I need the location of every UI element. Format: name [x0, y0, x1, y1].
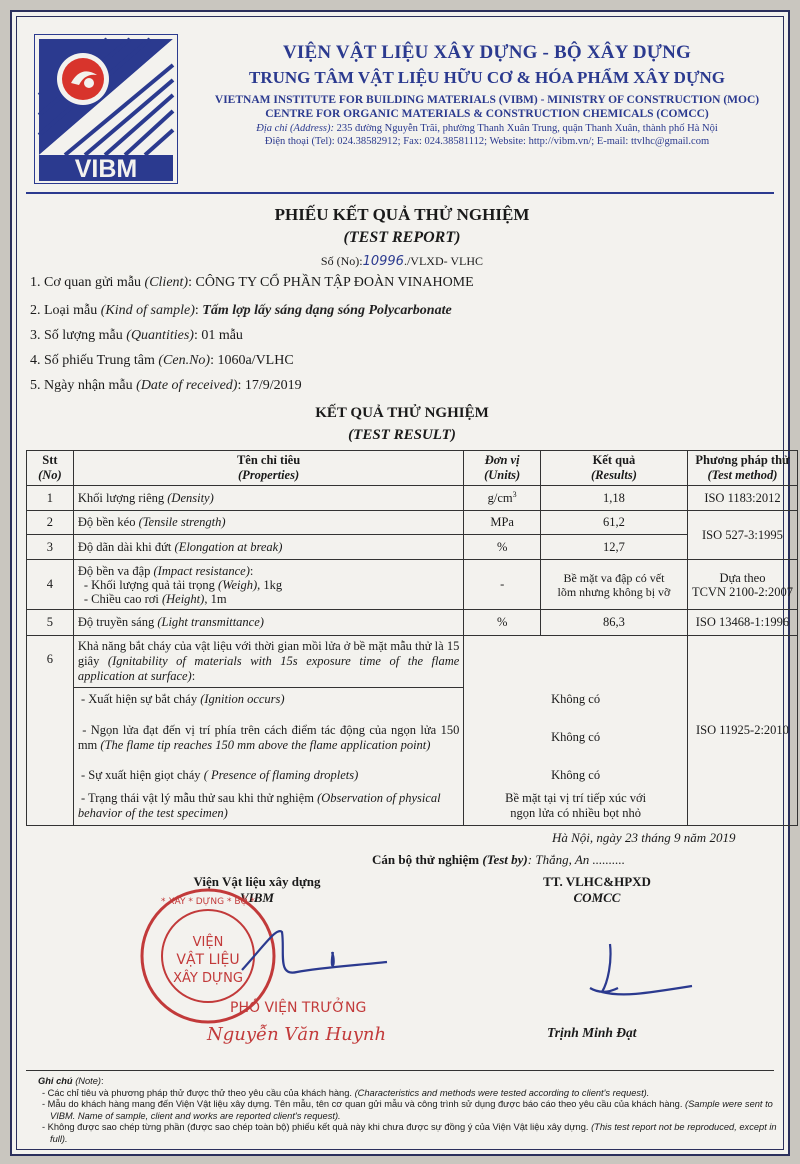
signatory-comcc: TT. VLHC&HPXD COMCC [543, 874, 651, 905]
deputy-signature-icon [237, 922, 417, 992]
head-signature-icon [582, 942, 702, 1002]
stamp-line-1: VIỆN [192, 935, 224, 950]
org-contact: Điện thoại (Tel): 024.38582912; Fax: 024.38581112; Website: http://vibm.vn/; E-mail: ttvlhc@gmail.com [264, 136, 710, 147]
signatory-vibm: Viện Vật liệu xây dựng VIBM [193, 874, 321, 905]
table-row: 1 Khối lượng riêng (Density) $g/cm^3$ 1,18 ISO 1183:2012 [27, 486, 798, 511]
note-item: - Mẫu do khách hàng mang đến Viện Vật liệu xây dựng. Tên mẫu, tên cơ quan gửi mẫu và công trình sử dụng được báo cáo theo yêu cầu của khách hàng. (Sample were sent to VIBM. Name of sample, client and works are reported client's request). [42, 1099, 773, 1121]
note-item: - Các chỉ tiêu và phương pháp thử được thử theo yêu cầu của khách hàng. (Characteristics and methods were tested according to client's request). [42, 1087, 650, 1098]
table-row: 2 Độ bền kéo (Tensile strength) MPa 61,2 ISO 527-3:1995 [27, 511, 798, 535]
col-header-units: Đơn vị (Units) [464, 451, 541, 486]
col-header-results: Kết quả (Results) [540, 451, 687, 486]
result-cell: 1,18 [540, 486, 687, 511]
unit-cell: - [464, 560, 541, 610]
info-centre-no: 4. Số phiếu Trung tâm (Cen.No): 1060a/VLHC [30, 353, 294, 368]
org-address: Địa chỉ (Address): 235 đường Nguyễn Trãi, phường Thanh Xuân Trung, quận Thanh Xuân, thành phố Hà Nội [256, 123, 718, 134]
table-row: 6 Khả năng bắt cháy của vật liệu với thời gian mồi lửa ở bề mặt mẫu thử là 15 giây (Ignitability of materials with 15s exposure time of the flame application at surface): ISO 11925-2:2010 [27, 636, 798, 688]
logo-text: VIBM [74, 155, 138, 183]
results-header-row [27, 451, 798, 486]
method-cell: ISO 11925-2:2010 [687, 636, 797, 826]
sub-flame-tip: - Ngọn lửa đạt đến vị trí phía trên cách điểm tác động của ngọn lửa 150 mm (The flame tip reaches 150 mm above the flame application point) [73, 712, 464, 764]
result-cell: Bề mặt tại vị trí tiếp xúc với ngọn lửa có nhiều bọt nhỏ [464, 788, 688, 826]
note-item: - Không được sao chép từng phần (được sao chép toàn bộ) phiếu kết quả này khi chưa được sự đồng ý của Viện Vật liệu xây dựng. (This test report not be reproduced, except in full). [42, 1122, 777, 1144]
comcc-signatory-name: Trịnh Minh Đạt [547, 1025, 637, 1040]
property-density: Khối lượng riêng (Density) [73, 486, 464, 511]
centre-name-en: CENTRE FOR ORGANIC MATERIALS & CONSTRUCTION CHEMICALS (COMCC) [265, 108, 709, 120]
deputy-director-title: PHÓ VIỆN TRƯỞNG [230, 1000, 367, 1016]
property-tensile: Độ bền kéo (Tensile strength) [73, 511, 464, 535]
sub-ignition: - Xuất hiện sự bắt cháy (Ignition occurs) [73, 688, 464, 712]
result-cell: 12,7 [540, 535, 687, 560]
result-cell: Không có [464, 688, 688, 712]
col-header-no: Stt (No) [27, 451, 74, 486]
property-ignitability: Khả năng bắt cháy của vật liệu với thời gian mồi lửa ở bề mặt mẫu thử là 15 giây (Ignitability of materials with 15s exposure time of the flame application at surface): [73, 636, 464, 688]
method-cell: Dựa theo TCVN 2100-2:2007 [687, 560, 797, 610]
property-impact: Độ bền va đập (Impact resistance): - Khối lượng quả tải trọng (Weigh), 1kg - Chiều cao rơi (Height), 1m [73, 560, 464, 610]
unit-cell: % [464, 535, 541, 560]
report-date: Hà Nội, ngày 23 tháng 9 năm 2019 [552, 830, 736, 845]
stamp-ring-text: * XÂY * DỰNG * BỘ * [161, 897, 255, 907]
results-table [26, 450, 798, 826]
notes-heading: Ghi chú (Note): [38, 1076, 104, 1086]
results-title-en: (TEST RESULT) [348, 427, 456, 443]
notes-section [38, 1076, 778, 1146]
report-title-vi: PHIẾU KẾT QUẢ THỬ NGHIỆM [274, 205, 530, 224]
info-sample-kind: 2. Loại mẫu (Kind of sample): Tấm lợp lấy sáng dạng sóng Polycarbonate [30, 303, 452, 318]
table-row [27, 688, 798, 712]
result-cell: Không có [464, 764, 688, 788]
unit-cell: MPa [464, 511, 541, 535]
info-quantities: 3. Số lượng mẫu (Quantities): 01 mẫu [30, 328, 243, 343]
results-title-vi: KẾT QUẢ THỬ NGHIỆM [315, 405, 489, 421]
table-row: 4 Độ bền va đập (Impact resistance): - Khối lượng quả tải trọng (Weigh), 1kg - Chiều cao rơi (Height), 1m - Bề mặt va đập có vết lõm nhưng không bị vỡ Dựa theo TCVN 2100-2:2007 [27, 560, 798, 610]
col-header-properties: Tên chỉ tiêu (Properties) [73, 451, 464, 486]
result-cell: 61,2 [540, 511, 687, 535]
table-row: 5 Độ truyền sáng (Light transmittance) % 86,3 ISO 13468-1:1996 [27, 610, 798, 636]
col-header-method: Phương pháp thử (Test method) [687, 451, 797, 486]
vibm-logo [34, 34, 178, 184]
header-divider [26, 192, 774, 194]
report-number-handwritten: 10996 [362, 254, 404, 269]
report-number: Số (No):10996./VLXD- VLHC [320, 254, 484, 269]
deputy-director-name: Nguyễn Văn Huynh [207, 1024, 387, 1045]
stamp-line-3: XÂY DỰNG [173, 971, 243, 986]
info-client: 1. Cơ quan gửi mẫu (Client): CÔNG TY CỔ PHẦN TẬP ĐOÀN VINAHOME [30, 275, 474, 290]
sub-flaming-droplets: - Sự xuất hiện giọt cháy ( Presence of flaming droplets) [73, 764, 464, 788]
result-cell: Bề mặt va đập có vết lõm nhưng không bị vỡ [540, 560, 687, 610]
report-paper [10, 10, 793, 1156]
method-cell: ISO 527-3:1995 [687, 511, 797, 560]
method-cell: ISO 13468-1:1996 [687, 610, 797, 636]
centre-name-vi: TRUNG TÂM VẬT LIỆU HỮU CƠ & HÓA PHẨM XÂY DỰNG [248, 68, 725, 87]
table-row [27, 712, 798, 764]
notes-divider [26, 1070, 774, 1071]
org-name-en: VIETNAM INSTITUTE FOR BUILDING MATERIALS (VIBM) - MINISTRY OF CONSTRUCTION (MOC) [214, 94, 760, 106]
org-name-vi: VIỆN VẬT LIỆU XÂY DỰNG - BỘ XÂY DỰNG [283, 42, 691, 63]
sub-physical-behavior: - Trạng thái vật lý mẫu thử sau khi thử nghiệm (Observation of physical behavior of the test specimen) [73, 788, 464, 826]
method-cell: ISO 1183:2012 [687, 486, 797, 511]
property-elongation: Độ dãn dài khi đứt (Elongation at break) [73, 535, 464, 560]
info-date-received: 5. Ngày nhận mẫu (Date of received): 17/9/2019 [30, 378, 302, 393]
report-title-en: (TEST REPORT) [343, 229, 461, 246]
vibm-logo-icon [35, 35, 177, 183]
result-cell: Không có [464, 712, 688, 764]
result-cell: 86,3 [540, 610, 687, 636]
table-row [27, 764, 798, 788]
org-header [187, 42, 787, 147]
unit-cell: % [464, 610, 541, 636]
property-light-transmittance: Độ truyền sáng (Light transmittance) [73, 610, 464, 636]
table-row: 3 Độ dãn dài khi đứt (Elongation at break) % 12,7 [27, 535, 798, 560]
stamp-line-2: VẬT LIỆU [176, 952, 240, 968]
unit-cell: $g/cm^3$ [464, 486, 541, 511]
table-row [27, 788, 798, 826]
tested-by: Cán bộ thử nghiệm (Test by): Thắng, An .......... [372, 852, 626, 867]
